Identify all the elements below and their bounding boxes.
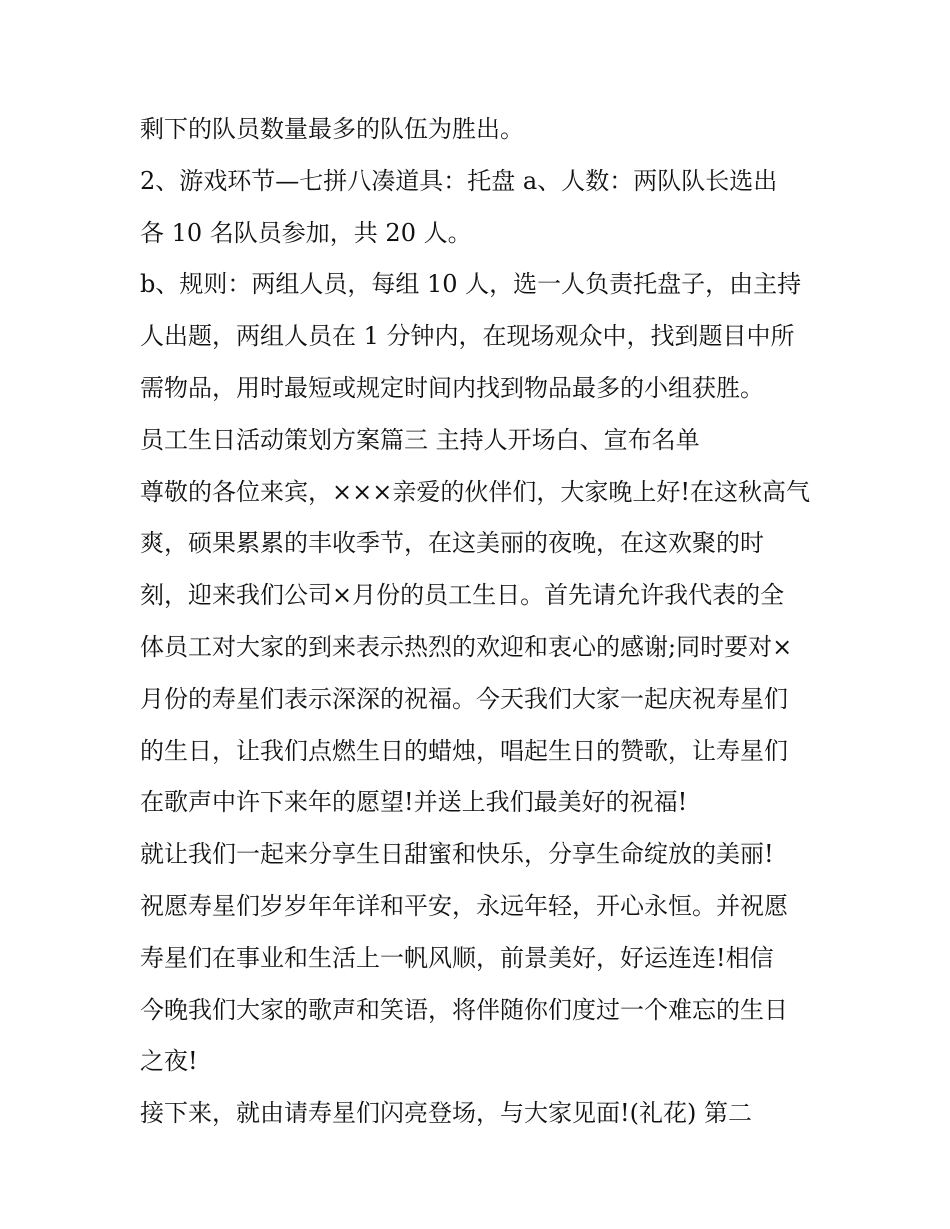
text-line: 尊敬的各位来宾，×××亲爱的伙伴们，大家晚上好!在这秋高气 [140,477,810,506]
text-line: 需物品，用时最短或规定时间内找到物品最多的小组获胜。 [140,373,764,402]
text-line: 体员工对大家的到来表示热烈的欢迎和衷心的感谢;同时要对× [140,632,793,661]
text-line: 刻，迎来我们公司×月份的员工生日。首先请允许我代表的全 [140,581,785,610]
document-body [140,104,820,1140]
text-line: 人出题，两组人员在 1 分钟内，在现场观众中，找到题目中所 [140,322,795,351]
text-line: 之夜! [140,1047,198,1076]
text-line: 今晚我们大家的歌声和笑语，将伴随你们度过一个难忘的生日 [140,995,788,1024]
text-line: 各 10 名队员参加，共 20 人。 [140,218,472,247]
text-line: 寿星们在事业和生活上一帆风顺，前景美好，好运连连!相信 [140,943,774,972]
text-line: 就让我们一起来分享生日甜蜜和快乐，分享生命绽放的美丽! [140,840,774,869]
text-line: 在歌声中许下来年的愿望!并送上我们最美好的祝福! [140,788,688,817]
text-line: 爽，硕果累累的丰收季节，在这美丽的夜晚，在这欢聚的时 [140,529,764,558]
section-heading: 员工生日活动策划方案篇三 主持人开场白、宣布名单 [140,425,700,454]
text-line: 剩下的队员数量最多的队伍为胜出。 [140,115,524,143]
text-line: 的生日，让我们点燃生日的蜡烛，唱起生日的赞歌，让寿星们 [140,736,788,765]
text-line: 月份的寿星们表示深深的祝福。今天我们大家一起庆祝寿星们 [140,684,788,713]
text-line: 祝愿寿星们岁岁年年详和平安，永远年轻，开心永恒。并祝愿 [140,891,788,920]
text-line: 2、游戏环节—七拼八凑道具：托盘 a、人数：两队队长选出 [140,166,778,195]
text-line: 接下来，就由请寿星们闪亮登场，与大家见面!(礼花) 第二 [140,1099,752,1128]
text-line: b、规则：两组人员，每组 10 人，选一人负责托盘子，由主持 [140,270,802,299]
